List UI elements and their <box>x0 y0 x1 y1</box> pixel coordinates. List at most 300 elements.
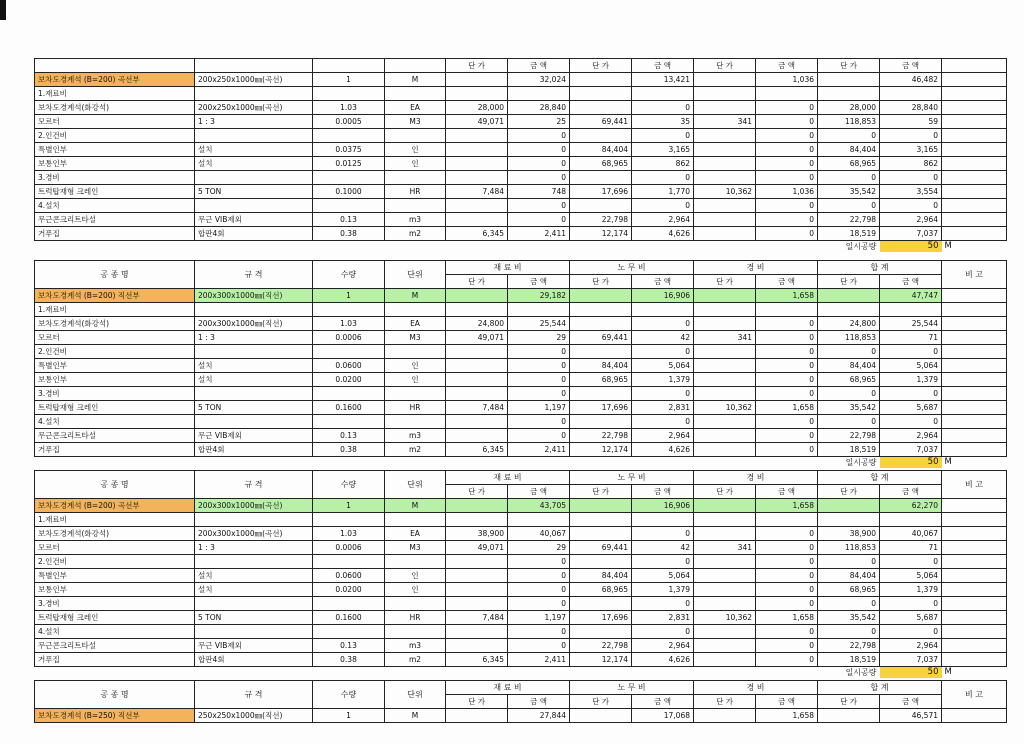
labor-amount: 862 <box>632 157 694 171</box>
item-unit: EA <box>385 527 446 541</box>
total-unit-price: 0 <box>818 597 880 611</box>
item-name: 1.재료비 <box>35 303 195 317</box>
item-qty: 0.38 <box>313 227 385 241</box>
total-unit-price: 0 <box>818 555 880 569</box>
total-amount: 46,571 <box>880 709 942 723</box>
item-qty <box>313 625 385 639</box>
material-amount: 0 <box>508 213 570 227</box>
item-note <box>942 373 1007 387</box>
material-amount: 0 <box>508 555 570 569</box>
item-name: 무근콘크리트타설 <box>35 213 195 227</box>
expense-amount: 0 <box>756 415 818 429</box>
total-amount: 0 <box>880 199 942 213</box>
item-spec: 설치 <box>195 157 313 171</box>
main-item-qty: 1 <box>313 709 385 723</box>
total-amount: 3,554 <box>880 185 942 199</box>
material-unit-price: 38,900 <box>446 527 508 541</box>
expense-unit-price <box>694 129 756 143</box>
expense-amount: 0 <box>756 653 818 667</box>
material-amount: 29 <box>508 541 570 555</box>
item-spec <box>195 199 313 213</box>
expense-unit-price <box>694 317 756 331</box>
item-note <box>942 597 1007 611</box>
item-qty <box>313 513 385 527</box>
total-unit-price <box>818 513 880 527</box>
total-amount: 0 <box>880 129 942 143</box>
total-amount: 0 <box>880 555 942 569</box>
header-unit-price: 단 가 <box>570 275 632 289</box>
material-amount: 2,411 <box>508 653 570 667</box>
material-amount: 748 <box>508 185 570 199</box>
header-unit: 단위 <box>385 261 446 289</box>
expense-unit-price <box>694 653 756 667</box>
item-note <box>942 527 1007 541</box>
total-unit-price: 22,798 <box>818 429 880 443</box>
expense-unit-price <box>694 597 756 611</box>
expense-amount: 0 <box>756 373 818 387</box>
header-unit-price: 단 가 <box>446 275 508 289</box>
item-spec <box>195 345 313 359</box>
labor-unit-price: 22,798 <box>570 213 632 227</box>
header-unit-price: 단 가 <box>446 695 508 709</box>
total-amount: 46,482 <box>880 73 942 87</box>
expense-unit-price: 10,362 <box>694 185 756 199</box>
total-unit-price: 18,519 <box>818 443 880 457</box>
expense-unit-price <box>694 625 756 639</box>
expense-unit-price <box>694 373 756 387</box>
item-spec: 5 TON <box>195 185 313 199</box>
labor-unit-price: 84,404 <box>570 143 632 157</box>
table-row <box>35 387 1007 401</box>
total-amount: 3,165 <box>880 143 942 157</box>
item-unit: M3 <box>385 541 446 555</box>
item-name: 무근콘크리트타설 <box>35 639 195 653</box>
labor-amount: 16,906 <box>632 289 694 303</box>
material-amount: 0 <box>508 639 570 653</box>
total-unit-price: 0 <box>818 345 880 359</box>
item-name: 모르터 <box>35 541 195 555</box>
material-unit-price <box>446 157 508 171</box>
item-spec: 1 : 3 <box>195 331 313 345</box>
expense-unit-price <box>694 443 756 457</box>
header-unit-price: 단 가 <box>570 59 632 73</box>
labor-unit-price: 17,696 <box>570 611 632 625</box>
item-unit: M3 <box>385 115 446 129</box>
item-qty: 0.0005 <box>313 115 385 129</box>
labor-unit-price: 84,404 <box>570 569 632 583</box>
expense-amount: 0 <box>756 129 818 143</box>
item-name: 2.인건비 <box>35 345 195 359</box>
labor-amount: 0 <box>632 597 694 611</box>
header-unit-price: 단 가 <box>694 275 756 289</box>
item-unit <box>385 597 446 611</box>
item-name: 보통인부 <box>35 373 195 387</box>
item-qty <box>313 597 385 611</box>
expense-amount: 0 <box>756 387 818 401</box>
material-amount: 29 <box>508 331 570 345</box>
table-row <box>35 527 1007 541</box>
header-total: 합 계 <box>818 471 942 485</box>
item-unit <box>385 415 446 429</box>
total-unit-price: 38,900 <box>818 527 880 541</box>
main-item-spec: 200x300x1000㎜(직선) <box>195 289 313 303</box>
item-qty: 0.0375 <box>313 143 385 157</box>
expense-unit-price <box>694 583 756 597</box>
header-note: 비 고 <box>942 681 1007 709</box>
expense-amount <box>756 303 818 317</box>
labor-amount: 35 <box>632 115 694 129</box>
item-note <box>942 87 1007 101</box>
labor-unit-price: 12,174 <box>570 653 632 667</box>
expense-amount: 0 <box>756 583 818 597</box>
item-qty: 0.0600 <box>313 569 385 583</box>
total-unit-price: 35,542 <box>818 401 880 415</box>
expense-amount: 0 <box>756 157 818 171</box>
total-amount: 1,379 <box>880 373 942 387</box>
item-name: 2.인건비 <box>35 555 195 569</box>
total-amount: 5,064 <box>880 569 942 583</box>
total-amount: 71 <box>880 541 942 555</box>
table-row <box>35 171 1007 185</box>
expense-amount: 0 <box>756 317 818 331</box>
item-name: 특별인부 <box>35 143 195 157</box>
expense-unit-price <box>694 227 756 241</box>
total-amount: 7,037 <box>880 653 942 667</box>
expense-amount: 0 <box>756 541 818 555</box>
item-unit: M3 <box>385 331 446 345</box>
total-unit-price: 28,000 <box>818 101 880 115</box>
table-row <box>35 101 1007 115</box>
item-qty: 1.03 <box>313 101 385 115</box>
item-spec <box>195 171 313 185</box>
expense-unit-price <box>694 213 756 227</box>
labor-amount: 4,626 <box>632 653 694 667</box>
labor-amount: 0 <box>632 625 694 639</box>
item-qty: 0.38 <box>313 443 385 457</box>
header-qty: 수량 <box>313 471 385 499</box>
header-amount: 금 액 <box>880 275 942 289</box>
item-name: 보통인부 <box>35 583 195 597</box>
total-amount: 2,964 <box>880 639 942 653</box>
header-labor: 노 무 비 <box>570 261 694 275</box>
material-unit-price: 6,345 <box>446 227 508 241</box>
expense-amount: 0 <box>756 597 818 611</box>
material-amount: 1,197 <box>508 611 570 625</box>
material-unit-price <box>446 143 508 157</box>
item-note <box>942 303 1007 317</box>
item-qty <box>313 199 385 213</box>
item-name: 거푸집 <box>35 227 195 241</box>
material-amount <box>508 87 570 101</box>
labor-unit-price <box>570 625 632 639</box>
expense-amount: 0 <box>756 199 818 213</box>
material-unit-price <box>446 213 508 227</box>
item-qty <box>313 555 385 569</box>
material-unit-price: 28,000 <box>446 101 508 115</box>
material-amount <box>508 513 570 527</box>
material-amount: 0 <box>508 359 570 373</box>
item-qty: 0.13 <box>313 429 385 443</box>
material-amount: 0 <box>508 569 570 583</box>
item-unit: m2 <box>385 653 446 667</box>
expense-unit-price <box>694 415 756 429</box>
material-amount: 0 <box>508 583 570 597</box>
item-name: 2.인건비 <box>35 129 195 143</box>
labor-amount: 0 <box>632 415 694 429</box>
total-amount <box>880 303 942 317</box>
labor-unit-price <box>570 101 632 115</box>
total-unit-price: 18,519 <box>818 653 880 667</box>
header-amount: 금 액 <box>880 59 942 73</box>
labor-unit-price <box>570 597 632 611</box>
item-spec <box>195 387 313 401</box>
summary-label: 일시공량 <box>845 242 877 251</box>
total-amount: 0 <box>880 597 942 611</box>
item-unit: m2 <box>385 227 446 241</box>
item-name: 특별인부 <box>35 569 195 583</box>
item-spec: 설치 <box>195 373 313 387</box>
labor-amount: 2,831 <box>632 611 694 625</box>
table-row <box>35 429 1007 443</box>
expense-amount: 0 <box>756 143 818 157</box>
labor-amount: 5,064 <box>632 359 694 373</box>
item-qty: 0.0006 <box>313 331 385 345</box>
item-unit: m2 <box>385 443 446 457</box>
header-amount: 금 액 <box>508 485 570 499</box>
header-amount: 금 액 <box>508 275 570 289</box>
item-unit <box>385 87 446 101</box>
main-item-row <box>35 289 1007 303</box>
labor-amount: 2,964 <box>632 213 694 227</box>
summary-label: 일시공량 <box>845 668 877 677</box>
item-note <box>942 541 1007 555</box>
total-amount: 7,037 <box>880 227 942 241</box>
labor-amount: 0 <box>632 101 694 115</box>
item-spec: 설치 <box>195 143 313 157</box>
labor-amount: 42 <box>632 331 694 345</box>
table-row <box>35 331 1007 345</box>
total-unit-price <box>818 303 880 317</box>
expense-amount: 0 <box>756 115 818 129</box>
expense-unit-price <box>694 639 756 653</box>
item-spec: 합판4회 <box>195 443 313 457</box>
labor-unit-price <box>570 303 632 317</box>
item-qty: 0.0200 <box>313 583 385 597</box>
item-spec <box>195 625 313 639</box>
total-unit-price: 0 <box>818 625 880 639</box>
labor-unit-price <box>570 387 632 401</box>
header-qty: 수량 <box>313 681 385 709</box>
item-name: 거푸집 <box>35 443 195 457</box>
header-total: 합 계 <box>818 261 942 275</box>
header-unit-price: 단 가 <box>818 485 880 499</box>
labor-unit-price <box>570 317 632 331</box>
material-unit-price <box>446 597 508 611</box>
labor-amount: 4,626 <box>632 443 694 457</box>
expense-unit-price <box>694 527 756 541</box>
labor-unit-price <box>570 345 632 359</box>
header-spec: 규 격 <box>195 471 313 499</box>
header-note: 비 고 <box>942 261 1007 289</box>
item-name: 4.설치 <box>35 199 195 213</box>
labor-amount: 13,421 <box>632 73 694 87</box>
labor-amount: 3,165 <box>632 143 694 157</box>
estimate-block-1 <box>34 58 988 252</box>
labor-unit-price <box>570 87 632 101</box>
item-qty <box>313 415 385 429</box>
item-unit <box>385 199 446 213</box>
summary-label: 일시공량 <box>845 458 877 467</box>
table-row <box>35 227 1007 241</box>
expense-unit-price: 341 <box>694 541 756 555</box>
labor-amount: 0 <box>632 345 694 359</box>
item-unit <box>385 513 446 527</box>
table-row <box>35 555 1007 569</box>
main-item-unit: M <box>385 499 446 513</box>
total-unit-price: 68,965 <box>818 583 880 597</box>
expense-amount: 0 <box>756 429 818 443</box>
table-row <box>35 443 1007 457</box>
total-unit-price: 22,798 <box>818 639 880 653</box>
header-qty <box>313 59 385 73</box>
header-amount: 금 액 <box>508 59 570 73</box>
expense-unit-price: 341 <box>694 115 756 129</box>
item-qty: 0.0200 <box>313 373 385 387</box>
table-row <box>35 213 1007 227</box>
material-unit-price <box>446 199 508 213</box>
summary-unit: M <box>944 457 952 467</box>
expense-amount: 1,658 <box>756 289 818 303</box>
item-unit: 인 <box>385 157 446 171</box>
item-spec: 200x300x1000㎜(곡선) <box>195 527 313 541</box>
item-qty <box>313 303 385 317</box>
header-expense: 경 비 <box>694 681 818 695</box>
item-qty: 1.03 <box>313 527 385 541</box>
header-qty: 수량 <box>313 261 385 289</box>
labor-unit-price: 69,441 <box>570 115 632 129</box>
material-unit-price <box>446 87 508 101</box>
expense-unit-price <box>694 513 756 527</box>
header-unit-price: 단 가 <box>818 59 880 73</box>
item-note <box>942 401 1007 415</box>
expense-amount: 0 <box>756 227 818 241</box>
item-note <box>942 653 1007 667</box>
item-name: 3.경비 <box>35 597 195 611</box>
table-row <box>35 513 1007 527</box>
expense-amount: 1,658 <box>756 709 818 723</box>
header-unit-price: 단 가 <box>818 275 880 289</box>
total-amount: 2,964 <box>880 213 942 227</box>
labor-unit-price: 68,965 <box>570 157 632 171</box>
expense-amount: 0 <box>756 527 818 541</box>
estimate-block-2 <box>34 260 988 468</box>
expense-amount: 1,658 <box>756 499 818 513</box>
total-amount: 62,270 <box>880 499 942 513</box>
total-unit-price: 18,519 <box>818 227 880 241</box>
header-unit-price: 단 가 <box>570 485 632 499</box>
material-unit-price <box>446 639 508 653</box>
labor-amount: 0 <box>632 129 694 143</box>
table-row <box>35 639 1007 653</box>
item-note <box>942 345 1007 359</box>
total-amount: 5,687 <box>880 611 942 625</box>
total-amount: 0 <box>880 625 942 639</box>
material-unit-price: 6,345 <box>446 653 508 667</box>
item-name: 보차도경계석(화강석) <box>35 101 195 115</box>
item-note <box>942 583 1007 597</box>
expense-amount: 0 <box>756 443 818 457</box>
item-note <box>942 157 1007 171</box>
scan-edge-mark <box>0 0 6 20</box>
total-unit-price: 35,542 <box>818 611 880 625</box>
table-row <box>35 401 1007 415</box>
item-unit: m3 <box>385 639 446 653</box>
item-qty: 0.1600 <box>313 611 385 625</box>
material-unit-price <box>446 415 508 429</box>
labor-amount: 0 <box>632 171 694 185</box>
expense-amount: 1,036 <box>756 73 818 87</box>
item-qty: 0.0006 <box>313 541 385 555</box>
item-note <box>942 331 1007 345</box>
header-unit <box>385 59 446 73</box>
labor-amount: 1,379 <box>632 373 694 387</box>
item-qty: 0.1000 <box>313 185 385 199</box>
item-qty: 0.13 <box>313 639 385 653</box>
header-expense: 경 비 <box>694 471 818 485</box>
item-note <box>942 625 1007 639</box>
total-unit-price: 0 <box>818 199 880 213</box>
labor-unit-price: 12,174 <box>570 227 632 241</box>
labor-unit-price: 22,798 <box>570 429 632 443</box>
header-material: 재 료 비 <box>446 261 570 275</box>
table-row <box>35 611 1007 625</box>
table-row <box>35 157 1007 171</box>
header-name: 공 종 명 <box>35 681 195 709</box>
header-labor: 노 무 비 <box>570 471 694 485</box>
main-item-spec: 200x300x1000㎜(곡선) <box>195 499 313 513</box>
total-amount: 25,544 <box>880 317 942 331</box>
header-amount: 금 액 <box>632 485 694 499</box>
table-row <box>35 345 1007 359</box>
total-unit-price: 0 <box>818 129 880 143</box>
item-unit <box>385 625 446 639</box>
item-name: 트럭탑재형 크레인 <box>35 401 195 415</box>
table-row <box>35 359 1007 373</box>
item-note <box>942 129 1007 143</box>
total-unit-price: 0 <box>818 171 880 185</box>
header-unit-price: 단 가 <box>694 485 756 499</box>
total-amount: 71 <box>880 331 942 345</box>
expense-amount: 1,658 <box>756 611 818 625</box>
item-note <box>942 101 1007 115</box>
item-note <box>942 317 1007 331</box>
table-row <box>35 583 1007 597</box>
labor-unit-price: 68,965 <box>570 373 632 387</box>
item-spec: 200x250x1000㎜(곡선) <box>195 101 313 115</box>
expense-amount: 0 <box>756 345 818 359</box>
estimate-table-1 <box>34 58 1007 252</box>
material-amount: 27,844 <box>508 709 570 723</box>
item-unit: 인 <box>385 373 446 387</box>
total-amount: 47,747 <box>880 289 942 303</box>
table-row <box>35 87 1007 101</box>
item-qty <box>313 171 385 185</box>
item-spec <box>195 87 313 101</box>
item-unit: m3 <box>385 429 446 443</box>
material-unit-price <box>446 387 508 401</box>
item-name: 트럭탑재형 크레인 <box>35 185 195 199</box>
labor-amount: 16,906 <box>632 499 694 513</box>
